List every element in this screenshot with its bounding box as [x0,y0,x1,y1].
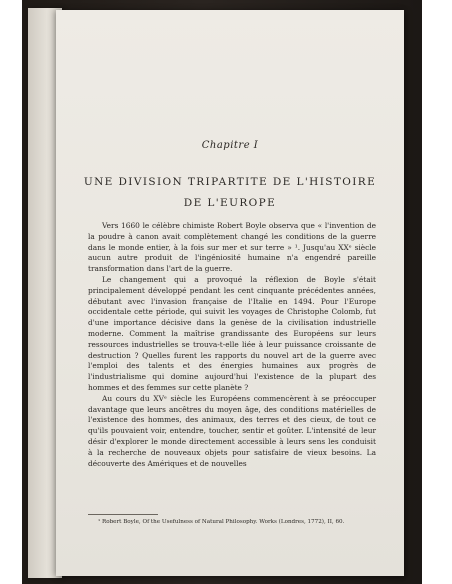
chapter-title-line-2: DE L'EUROPE [183,197,277,209]
book-page [56,10,404,576]
body-text [88,221,376,469]
chapter-title [76,172,384,214]
footnote-text: ¹ Robert Boyle, Of the Usefulness of Natural Philosophy. Works (Londres, 1772), II, 60. [98,519,345,525]
chapter-heading: Chapitre I [201,140,259,151]
footnote [88,518,376,526]
footnote-divider [88,514,158,515]
chapter-title-line-1: UNE DIVISION TRIPARTITE DE L'HISTOIRE [83,176,377,188]
paragraph-1: Vers 1660 le célèbre chimiste Robert Boyle observa que « l'invention de la poudre à canon avait complètement changé les conditions de la guerre dans le monde entier, à la fois sur mer et sur terre » ¹. Jusqu'au XXᵉ siècle aucun autre produit de l'ingéniosité humaine n'a engendré pareille transformation dans l'art de la guerre. [88,221,376,274]
paragraph-2: Le changement qui a provoqué la réflexion de Boyle s'était principalement développé pendant les cent cinquante précédentes années, débutant avec l'invasion française de l'Italie en 1494. Pour l'Europe occidentale cette période, qui suivit les voyages de Christophe Colomb, fut d'une importance décisive dans la genèse de la civilisation industrielle moderne. Comment la maîtrise grandissante des Européens sur leurs ressources industrielles se trouva-t-elle liée à leur puissance croissante de destruction ? Quelles furent les rapports du nouvel art de la guerre avec l'emploi des talents et des énergies humaines aux progrès de l'industrialisme qui domine aujourd'hui l'existence de la plupart des hommes et des femmes sur cette planète ? [88,274,376,392]
paragraph-3: Au cours du XVᵉ siècle les Européens commencèrent à se préoccuper davantage que leurs ancêtres du moyen âge, des conditions matérielles de l'existence des hommes, des animaux, des terres et des cieux, de tout ce qu'ils pouvaient voir, entendre, toucher, sentir et goûter. L'intensité de leur désir d'explorer le monde directement accessible à leurs sens les conduisit à la recherche de nouveaux objets pour satisfaire de vieux besoins. La découverte des Amériques et de nouvelles [88,393,376,468]
